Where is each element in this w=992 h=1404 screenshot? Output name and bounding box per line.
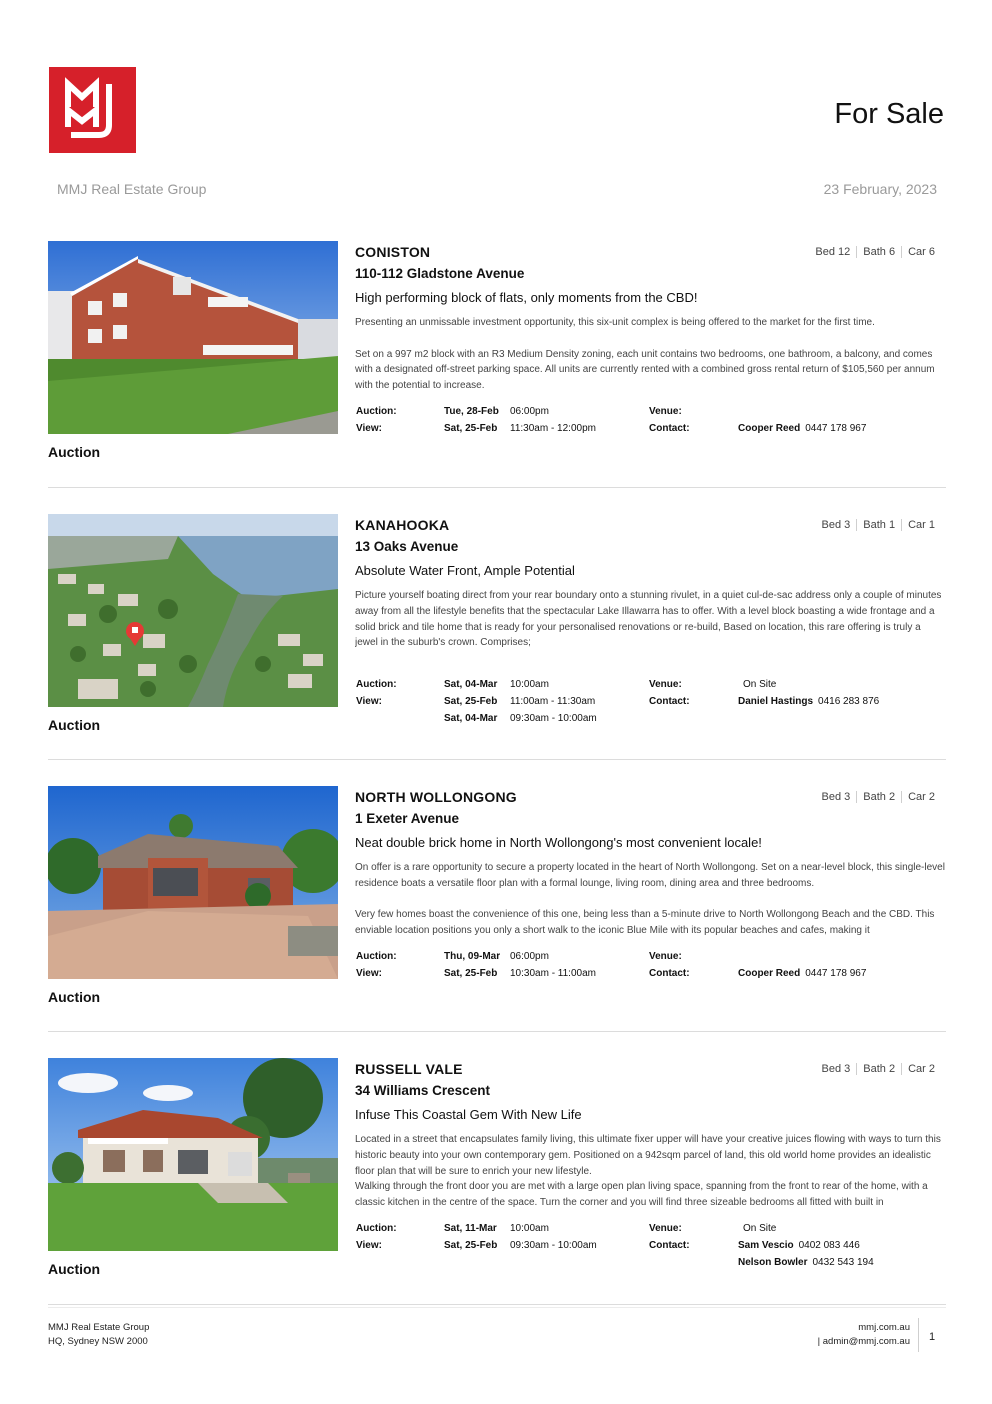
street-address[interactable]: 13 Oaks Avenue [355, 539, 459, 554]
contact-name: Nelson Bowler [738, 1257, 808, 1268]
car-count: Car 1 [901, 519, 935, 531]
listing-description [355, 1132, 945, 1210]
brick-home-photo [48, 786, 338, 979]
inspection-times [355, 1223, 945, 1274]
contact-name: Daniel Hastings [738, 696, 814, 707]
event-day: Sat, 25-Feb [444, 423, 498, 434]
listing-headline: Neat double brick home in North Wollongong's most convenient locale! [355, 835, 762, 850]
bath-count: Bath 2 [856, 1063, 901, 1075]
contact-phone[interactable]: 0416 283 876 [818, 696, 880, 707]
event-day: Sat, 04-Mar [444, 713, 498, 724]
footer-address [48, 1321, 149, 1349]
event-label: View: [356, 696, 382, 707]
event-time: 10:00am [510, 679, 549, 690]
info-value [738, 423, 866, 434]
event-label: Auction: [356, 1223, 397, 1234]
event-day: Tue, 28-Feb [444, 406, 499, 417]
event-day: Sat, 25-Feb [444, 696, 498, 707]
listing-headline: Absolute Water Front, Ample Potential [355, 563, 575, 578]
event-row [355, 1240, 945, 1257]
coastal-cottage-photo [48, 1058, 338, 1251]
event-time: 09:30am - 10:00am [510, 713, 597, 724]
listing-headline: Infuse This Coastal Gem With New Life [355, 1107, 582, 1122]
brick-flats-photo [48, 241, 338, 434]
contact-name: Cooper Reed [738, 968, 801, 979]
info-value [738, 968, 866, 979]
inspection-times [355, 951, 945, 985]
property-features [816, 791, 935, 803]
event-label: Auction: [356, 951, 397, 962]
info-label: Venue: [649, 951, 682, 962]
sale-method: Auction [48, 444, 101, 460]
event-row [355, 423, 945, 440]
listing-description [355, 860, 945, 938]
bed-count: Bed 12 [815, 246, 851, 258]
info-value [738, 406, 743, 417]
event-time: 06:00pm [510, 951, 549, 962]
info-label: Contact: [649, 696, 690, 707]
event-time: 06:00pm [510, 406, 549, 417]
page-number: 1 [929, 1331, 936, 1343]
property-features [816, 519, 935, 531]
info-value [738, 1223, 776, 1234]
suburb-name: RUSSELL VALE [355, 1061, 463, 1077]
event-row [355, 1257, 945, 1274]
listing-headline: High performing block of flats, only moments from the CBD! [355, 290, 698, 305]
property-photo[interactable] [48, 514, 338, 707]
event-row [355, 1223, 945, 1240]
listing-description [355, 588, 945, 666]
description-paragraph: Set on a 997 m2 block with an R3 Medium Density zoning, each unit contains two bedrooms, one bathroom, a balcony, and comes with a designated off-street parking space. All units are currently rented with a combined gross rental return of $105,560 per annum with the potential to increase. [355, 348, 935, 392]
listing-details [355, 241, 945, 434]
property-photo[interactable] [48, 786, 338, 979]
footer-company: MMJ Real Estate Group [48, 1322, 150, 1333]
inspection-times [355, 679, 945, 730]
venue-text: On Site [743, 679, 777, 690]
event-row [355, 696, 945, 713]
event-row [355, 951, 945, 968]
suburb-name: CONISTON [355, 244, 431, 260]
sale-method: Auction [48, 1261, 101, 1277]
listing-card[interactable] [48, 514, 946, 764]
info-label: Contact: [649, 1240, 690, 1251]
event-day: Sat, 04-Mar [444, 679, 498, 690]
footer-email-link[interactable]: | admin@mmj.com.au [817, 1336, 910, 1347]
contact-phone[interactable]: 0432 543 194 [812, 1257, 874, 1268]
contact-name: Sam Vescio [738, 1240, 794, 1251]
event-time: 11:00am - 11:30am [510, 696, 596, 707]
property-photo[interactable] [48, 1058, 338, 1251]
event-time: 11:30am - 12:00pm [510, 423, 596, 434]
event-time: 09:30am - 10:00am [510, 1240, 597, 1251]
listing-card[interactable] [48, 241, 946, 491]
listing-card[interactable] [48, 786, 946, 1036]
sale-method: Auction [48, 717, 101, 733]
street-address[interactable]: 34 Williams Crescent [355, 1083, 490, 1098]
bath-count: Bath 6 [856, 246, 901, 258]
contact-phone[interactable]: 0402 083 446 [798, 1240, 860, 1251]
suburb-name: NORTH WOLLONGONG [355, 789, 517, 805]
event-row [355, 679, 945, 696]
description-paragraph: Walking through the front door you are met with a large open plan living space, spanning from the front to rear of the home, with a classic kitchen in the centre of the space. Turn the corner and you will find three sizeable bedrooms all fitted with built in [355, 1181, 928, 1209]
street-address[interactable]: 1 Exeter Avenue [355, 811, 460, 826]
info-value [738, 1240, 860, 1251]
street-address[interactable]: 110-112 Gladstone Avenue [355, 266, 525, 281]
event-label: View: [356, 1240, 382, 1251]
event-day: Thu, 09-Mar [444, 951, 501, 962]
contact-phone[interactable]: 0447 178 967 [805, 423, 867, 434]
property-features [809, 246, 935, 258]
listing-card[interactable] [48, 1058, 946, 1308]
description-paragraph: Located in a street that encapsulates family living, this ultimate fixer upper will have your creative juices flowing with ways to turn this historic beauty into your own contemporary gem. Positioned on a 942sqm parcel of land, this old world home provides an idealistic floor plan that will be sure to enrich your new lifestyle. [355, 1134, 941, 1177]
agency-name: MMJ Real Estate Group [57, 181, 207, 197]
footer-location: HQ, Sydney NSW 2000 [48, 1336, 148, 1347]
info-label: Contact: [649, 968, 690, 979]
info-value [738, 951, 743, 962]
event-day: Sat, 25-Feb [444, 968, 498, 979]
info-label: Contact: [649, 423, 690, 434]
divider [48, 1031, 946, 1032]
mmj-logo-icon [49, 67, 136, 153]
divider [48, 1304, 946, 1305]
mmj-logo [49, 67, 136, 153]
info-label: Venue: [649, 1223, 682, 1234]
event-label: Auction: [356, 679, 397, 690]
contact-phone[interactable]: 0447 178 967 [805, 968, 867, 979]
description-paragraph: Presenting an unmissable investment opportunity, this six-unit complex is being offered to the market for the first time. [355, 317, 875, 328]
event-label: View: [356, 968, 382, 979]
suburb-name: KANAHOOKA [355, 517, 450, 533]
bed-count: Bed 3 [821, 791, 851, 803]
bed-count: Bed 3 [821, 1063, 851, 1075]
listing-details [355, 786, 945, 979]
footer-contact [818, 1321, 910, 1349]
car-count: Car 2 [901, 1063, 935, 1075]
description-paragraph: Very few homes boast the convenience of this one, being less than a 5-minute drive to North Wollongong Beach and the CBD. This enviable location positions you only a short walk to the iconic Blue Mile with its popular beaches and cafes, making it [355, 909, 935, 937]
property-photo[interactable] [48, 241, 338, 434]
info-label: Venue: [649, 679, 682, 690]
divider [48, 759, 946, 760]
footer-separator [918, 1318, 919, 1352]
contact-name: Cooper Reed [738, 423, 801, 434]
listing-description [355, 315, 945, 393]
report-date: 23 February, 2023 [823, 181, 937, 197]
bath-count: Bath 2 [856, 791, 901, 803]
footer-website-link[interactable]: mmj.com.au [858, 1322, 910, 1333]
event-label: Auction: [356, 406, 397, 417]
event-day: Sat, 25-Feb [444, 1240, 498, 1251]
page-title: For Sale [834, 98, 944, 130]
event-row [355, 713, 945, 730]
description-paragraph: On offer is a rare opportunity to secure a property located in the heart of North Wollongong. Set on a near-level block, this single-level residence boats a versatile floor plan with a formal lounge, living room, dining area and three bedrooms. [355, 862, 945, 889]
divider [48, 487, 946, 488]
divider [48, 1307, 946, 1308]
event-label: View: [356, 423, 382, 434]
car-count: Car 6 [901, 246, 935, 258]
event-time: 10:30am - 11:00am [510, 968, 596, 979]
car-count: Car 2 [901, 791, 935, 803]
description-paragraph: Picture yourself boating direct from your rear boundary onto a stunning rivulet, in a quiet cul-de-sac address only a couple of minutes away from all the lifestyle benefits that the spectacular Lake Illawarra has to offer. With a level block boasting a wide frontage and a solid brick and tile home that is ready for your personalised renovations or re-build, Based on location, this rare offering is truly a jewel in the suburb's crown. Comprises; [355, 590, 942, 649]
listing-details [355, 1058, 945, 1268]
event-row [355, 968, 945, 985]
property-features [816, 1063, 935, 1075]
info-value [738, 679, 776, 690]
inspection-times [355, 406, 945, 440]
venue-text: On Site [743, 1223, 777, 1234]
info-value [738, 1257, 874, 1268]
event-day: Sat, 11-Mar [444, 1223, 497, 1234]
waterfront-aerial-photo [48, 514, 338, 707]
event-row [355, 406, 945, 423]
listing-details [355, 514, 945, 724]
bath-count: Bath 1 [856, 519, 901, 531]
info-label: Venue: [649, 406, 682, 417]
sale-method: Auction [48, 989, 101, 1005]
event-time: 10:00am [510, 1223, 549, 1234]
bed-count: Bed 3 [821, 519, 851, 531]
info-value [738, 696, 879, 707]
